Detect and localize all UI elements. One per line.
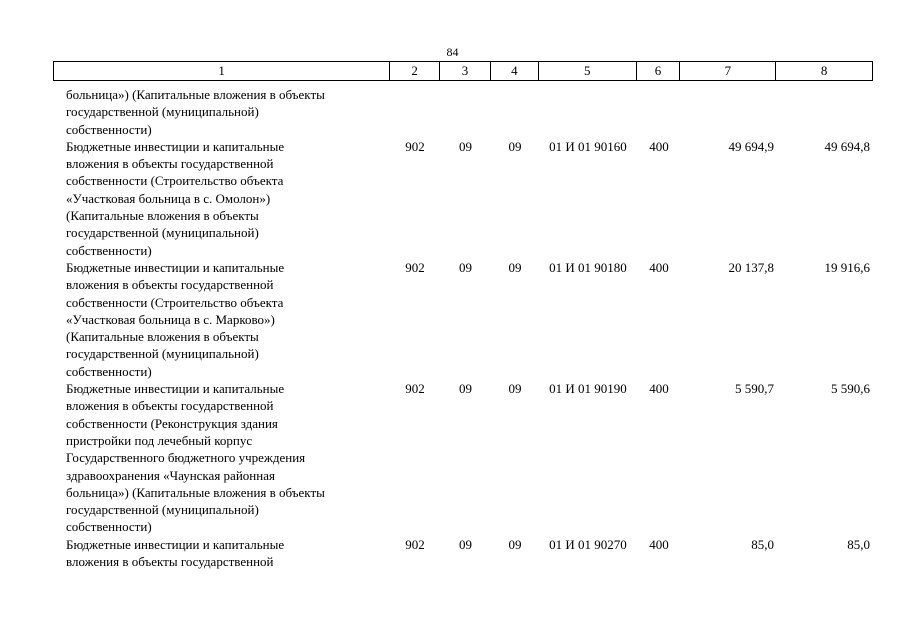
row-amount-planned: 20 137,8 [728, 259, 774, 275]
row-ministry-code: 902 [405, 381, 425, 397]
row-description: Бюджетные инвестиции и капитальные вложения в объекты государственной собственности (Строительство объекта «Участковая больница в с. Марково») (Капитальные вложения в объекты государственной (муниципальной) собственности) [66, 259, 285, 379]
row-amount-planned: 85,0 [751, 536, 774, 552]
row-description: больница») (Капитальные вложения в объекты государственной (муниципальной) собственности) [66, 87, 325, 137]
row-subsection-code: 09 [508, 536, 522, 552]
row-section-code: 09 [459, 259, 472, 275]
row-expense-type: 400 [649, 381, 669, 397]
row-target-code: 01 И 01 90180 [549, 259, 627, 275]
row-target-code [539, 86, 637, 138]
column-header-1: 1 [54, 62, 390, 80]
row-section-code: 09 [459, 381, 472, 397]
row-amount-planned: 5 590,7 [735, 381, 774, 397]
row-subsection-code [491, 86, 539, 138]
column-header-8: 8 [820, 63, 828, 78]
row-amount-executed: 85,0 [847, 536, 870, 552]
table-row [53, 259, 873, 380]
row-subsection-code: 09 [508, 381, 522, 397]
column-header-3: 3 [440, 62, 491, 80]
row-ministry-code: 902 [405, 259, 425, 275]
row-target-code: 01 И 01 90190 [549, 381, 627, 397]
column-header-7: 7 [680, 62, 776, 80]
row-ministry-code: 902 [405, 138, 425, 154]
row-subsection-code: 09 [508, 259, 522, 275]
row-description: Бюджетные инвестиции и капитальные вложения в объекты государственной собственности (Реконструкция здания пристройки под лечебный корпус Государственного бюджетного учреждения здравоохранения «Чаунская районная больница») (Капитальные вложения в объекты государственной (муниципальной) собственности) [66, 381, 325, 535]
table-row [53, 536, 873, 571]
row-amount-executed: 19 916,6 [824, 259, 870, 275]
column-header-5: 5 [539, 62, 637, 80]
row-expense-type: 400 [649, 536, 669, 552]
table-header [53, 61, 873, 81]
column-header-6: 6 [637, 62, 681, 80]
table-row [53, 380, 873, 536]
row-subsection-code: 09 [508, 138, 522, 154]
table-row [53, 138, 873, 259]
table-row [53, 86, 873, 138]
row-section-code: 09 [459, 536, 472, 552]
row-section-code [440, 86, 491, 138]
row-expense-type: 400 [649, 138, 669, 154]
row-section-code: 09 [459, 138, 472, 154]
row-amount-executed: 5 590,6 [831, 381, 870, 397]
page-number: 84 [446, 45, 459, 59]
row-ministry-code [390, 86, 440, 138]
row-description: Бюджетные инвестиции и капитальные вложения в объекты государственной собственности (Строительство объекта «Участковая больница в с. Омолон») (Капитальные вложения в объекты государственной (муниципальной) собственности) [66, 138, 285, 258]
row-expense-type [637, 86, 681, 138]
row-description: Бюджетные инвестиции и капитальные вложения в объекты государственной [66, 536, 285, 570]
row-ministry-code: 902 [405, 536, 425, 552]
row-expense-type: 400 [649, 259, 669, 275]
column-header-4: 4 [491, 62, 539, 80]
row-amount-executed [777, 86, 873, 138]
row-amount-planned: 49 694,9 [728, 138, 774, 154]
row-amount-executed: 49 694,8 [824, 138, 870, 154]
table-body [53, 86, 873, 570]
row-target-code: 01 И 01 90160 [549, 138, 627, 154]
column-header-2: 2 [390, 62, 440, 80]
row-target-code: 01 И 01 90270 [549, 536, 627, 552]
row-amount-planned [681, 86, 777, 138]
